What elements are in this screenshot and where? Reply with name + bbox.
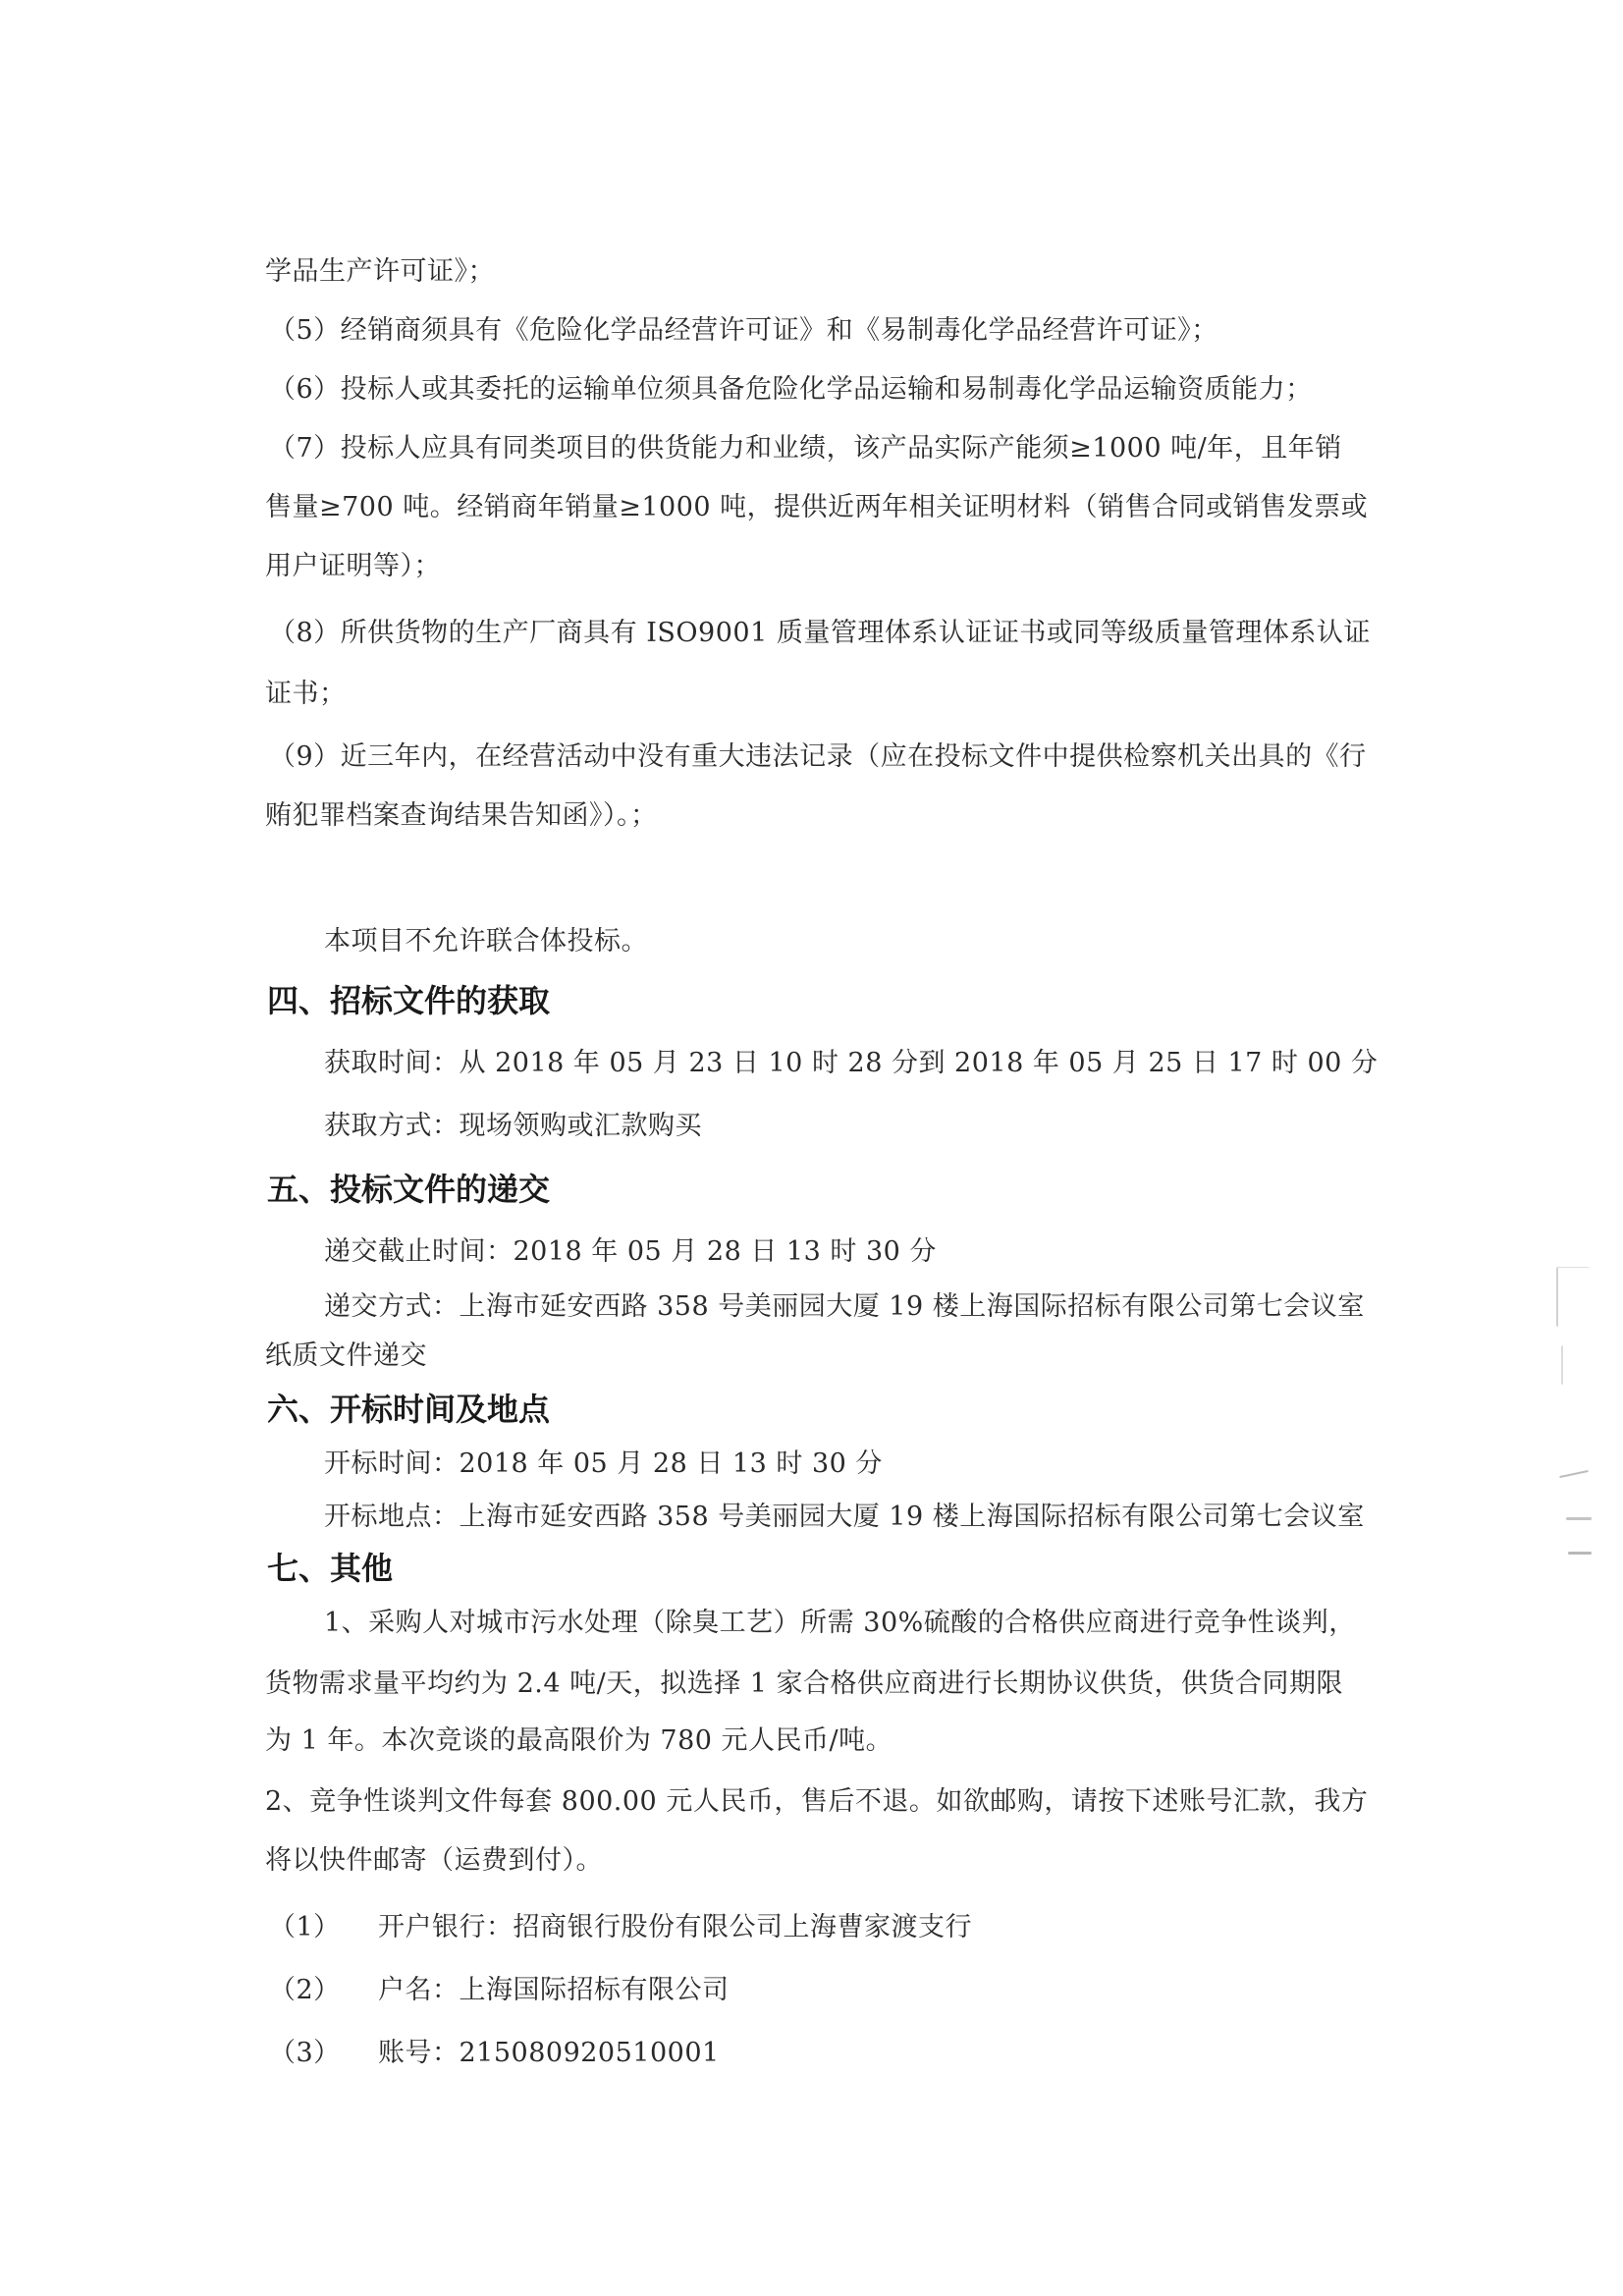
section-heading: 七、其他 (267, 1550, 394, 1587)
text-line: 开标时间：2018 年 05 月 28 日 13 时 30 分 (324, 1449, 883, 1479)
text-line: 将以快件邮寄（运费到付）。 (265, 1845, 603, 1876)
text-line: （7）投标人应具有同类项目的供货能力和业绩，该产品实际产能须≥1000 吨/年，且年销 (269, 433, 1342, 464)
list-marker: （2） (269, 1975, 341, 2005)
text-line: 2、竞争性谈判文件每套 800.00 元人民币，售后不退。如欲邮购，请按下述账号汇款，我方 (265, 1786, 1369, 1817)
text-line: （8）所供货物的生产厂商具有 ISO9001 质量管理体系认证证书或同等级质量管理体系认证 (269, 618, 1371, 648)
stamp-mark (1568, 1552, 1592, 1555)
text-line: 纸质文件递交 (265, 1340, 427, 1371)
text-line: 货物需求量平均约为 2.4 吨/天，拟选择 1 家合格供应商进行长期协议供货，供货合同期限 (265, 1668, 1344, 1699)
text-line: 贿犯罪档案查询结果告知函》）。； (265, 800, 658, 831)
text-line: 获取时间：从 2018 年 05 月 23 日 10 时 28 分到 2018 年 05 月 25 日 17 时 00 分 (324, 1048, 1379, 1078)
text-line: 为 1 年。本次竞谈的最高限价为 780 元人民币/吨。 (265, 1725, 893, 1756)
list-marker: （3） (269, 2038, 341, 2068)
list-marker: （1） (269, 1912, 341, 1942)
stamp-mark (1556, 1267, 1590, 1327)
text-line: 账号：215080920510001 (378, 2038, 720, 2068)
text-line: （9）近三年内，在经营活动中没有重大违法记录（应在投标文件中提供检察机关出具的《行 (269, 741, 1367, 772)
text-line: 1、采购人对城市污水处理（除臭工艺）所需 30%硫酸的合格供应商进行竞争性谈判， (324, 1608, 1356, 1638)
stamp-mark (1566, 1517, 1592, 1520)
section-heading: 五、投标文件的递交 (267, 1171, 551, 1208)
stamp-mark (1559, 1470, 1589, 1478)
stamp-mark (1561, 1345, 1585, 1385)
text-line: 本项目不允许联合体投标。 (324, 926, 648, 957)
text-line: （6）投标人或其委托的运输单位须具备危险化学品运输和易制毒化学品运输资质能力； (269, 374, 1313, 405)
text-line: 开标地点：上海市延安西路 358 号美丽园大厦 19 楼上海国际招标有限公司第七会议室 (324, 1502, 1365, 1532)
text-line: 递交截止时间：2018 年 05 月 28 日 13 时 30 分 (324, 1236, 937, 1267)
text-line: 户名：上海国际招标有限公司 (378, 1975, 730, 2005)
text-line: 开户银行：招商银行股份有限公司上海曹家渡支行 (378, 1912, 972, 1942)
text-line: 递交方式：上海市延安西路 358 号美丽园大厦 19 楼上海国际招标有限公司第七会议室 (324, 1291, 1365, 1322)
text-line: （5）经销商须具有《危险化学品经营许可证》和《易制毒化学品经营许可证》； (269, 315, 1218, 346)
section-heading: 六、开标时间及地点 (267, 1391, 551, 1428)
text-line: 售量≥700 吨。经销商年销量≥1000 吨，提供近两年相关证明材料（销售合同或销售发票或 (265, 492, 1369, 522)
text-line: 用户证明等）； (265, 551, 441, 581)
text-line: 证书； (265, 679, 347, 709)
text-line: 获取方式：现场领购或汇款购买 (324, 1111, 702, 1141)
section-heading: 四、招标文件的获取 (267, 982, 551, 1019)
text-line: 学品生产许可证》； (265, 256, 495, 287)
